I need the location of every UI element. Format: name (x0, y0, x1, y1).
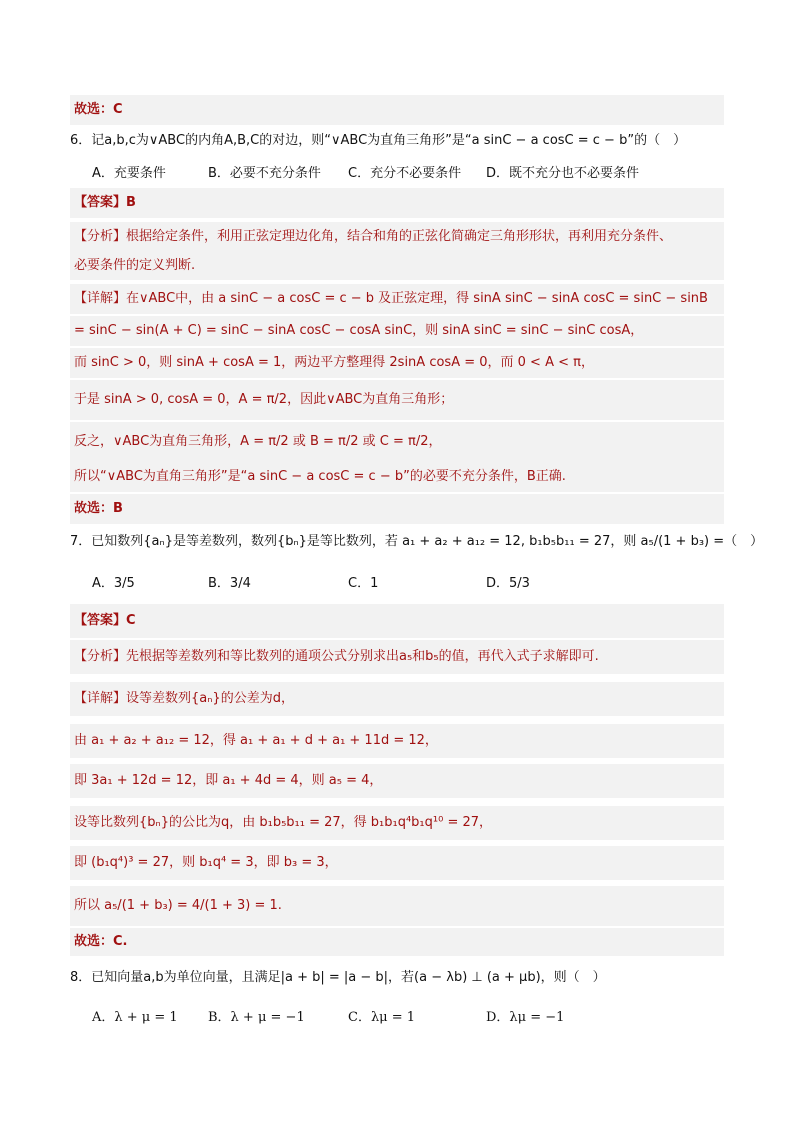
answer-choice-line (70, 95, 724, 125)
question-7-options (70, 572, 724, 598)
detail-7-line-2 (70, 724, 724, 758)
text: 故选：B (74, 501, 123, 516)
option-b: B．3/4 (208, 576, 251, 591)
detail-text: 所以“∨ABC为直角三角形”是“a sinC − a cosC = c − b”的必要不充分条件，B正确. (74, 469, 566, 484)
question-6-options (70, 162, 724, 184)
option-b: B．必要不充分条件 (208, 166, 321, 181)
detail-text: 即 (b₁q⁴)³ = 27，则 b₁q⁴ = 3，即 b₃ = 3， (74, 855, 338, 870)
detail-6-line-1 (70, 284, 724, 314)
detail-7-line-5 (70, 846, 724, 880)
detail-text: 【详解】在∨ABC中，由 a sinC − a cosC = c − b 及正弦定理，得 sinA sinC − sinA cosC = sinC − sinB (74, 291, 708, 306)
detail-7-line-1 (70, 682, 724, 716)
analysis-text: 【分析】先根据等差数列和等比数列的通项公式分别求出a₅和b₅的值，再代入式子求解即可. (74, 649, 599, 664)
analysis-6-line-2 (70, 252, 724, 280)
detail-text: 由 a₁ + a₂ + a₁₂ = 12，得 a₁ + a₁ + d + a₁ + 11d = 12， (74, 733, 438, 748)
detail-text: 所以 a₅/(1 + b₃) = 4/(1 + 3) = 1. (74, 898, 282, 913)
answer-text: 【答案】C (74, 613, 136, 628)
detail-text: 反之，∨ABC为直角三角形，A = π/2 或 B = π/2 或 C = π/2， (74, 434, 442, 449)
option-a: A．3/5 (92, 576, 135, 591)
detail-text: 【详解】设等差数列{aₙ}的公差为d， (74, 691, 294, 706)
detail-text: 即 3a₁ + 12d = 12，即 a₁ + 4d = 4，则 a₅ = 4， (74, 773, 383, 788)
detail-6-line-5 (70, 422, 724, 462)
answer-choice-7 (70, 928, 724, 956)
detail-7-line-3 (70, 764, 724, 798)
option-c: C．充分不必要条件 (348, 166, 462, 181)
detail-text: 而 sinC > 0，则 sinA + cosA = 1，两边平方整理得 2sinA cosA = 0，而 0 < A < π， (74, 355, 594, 370)
analysis-6-line-1 (70, 222, 724, 252)
question-text: 7．已知数列{aₙ}是等差数列，数列{bₙ}是等比数列，若 a₁ + a₂ + a₁₂ = 12, b₁b₅b₁₁ = 27，则 a₅/(1 + b₃) =（ ） (70, 534, 764, 549)
question-6 (70, 130, 724, 152)
option-b: B．λ + μ = −1 (208, 1010, 305, 1025)
question-text: 8．已知向量a,b为单位向量，且满足|a + b| = |a − b|，若(a − λb) ⊥ (a + μb)，则（ ） (70, 970, 606, 985)
option-d: D．既不充分也不必要条件 (486, 166, 640, 181)
detail-6-line-2 (70, 316, 724, 346)
analysis-text: 必要条件的定义判断. (74, 258, 196, 273)
question-7 (70, 530, 764, 554)
answer-6 (70, 188, 724, 218)
detail-7-line-6 (70, 886, 724, 926)
question-text: 6．记a,b,c为∨ABC的内角A,B,C的对边，则“∨ABC为直角三角形”是“a sinC − a cosC = c − b”的（ ） (70, 133, 687, 148)
question-8-options (70, 1006, 724, 1030)
option-d: D．λμ = −1 (486, 1010, 565, 1025)
question-8 (70, 966, 724, 990)
detail-text: 设等比数列{bₙ}的公比为q，由 b₁b₅b₁₁ = 27，得 b₁b₁q⁴b₁q¹⁰ = 27， (74, 815, 493, 830)
option-d: D．5/3 (486, 576, 530, 591)
answer-text: 【答案】B (74, 195, 136, 210)
analysis-text: 【分析】根据给定条件，利用正弦定理边化角，结合和角的正弦化简确定三角形形状，再利用充分条件、 (74, 229, 673, 244)
detail-6-line-3 (70, 348, 724, 378)
analysis-7 (70, 640, 724, 674)
option-c: C．1 (348, 576, 379, 591)
option-a: A．λ + μ = 1 (92, 1010, 178, 1025)
text: 故选：C (74, 102, 123, 117)
answer-7 (70, 604, 724, 638)
detail-6-line-6 (70, 462, 724, 492)
detail-text: 于是 sinA > 0, cosA = 0，A = π/2，因此∨ABC为直角三角形； (74, 392, 454, 407)
answer-choice-6 (70, 494, 724, 524)
text: 故选：C. (74, 934, 128, 949)
detail-text: = sinC − sin(A + C) = sinC − sinA cosC − cosA sinC，则 sinA sinC = sinC − sinC cosA， (74, 323, 644, 338)
option-a: A．充要条件 (92, 166, 166, 181)
option-c: C．λμ = 1 (348, 1010, 416, 1025)
detail-6-line-4 (70, 380, 724, 420)
detail-7-line-4 (70, 806, 724, 840)
